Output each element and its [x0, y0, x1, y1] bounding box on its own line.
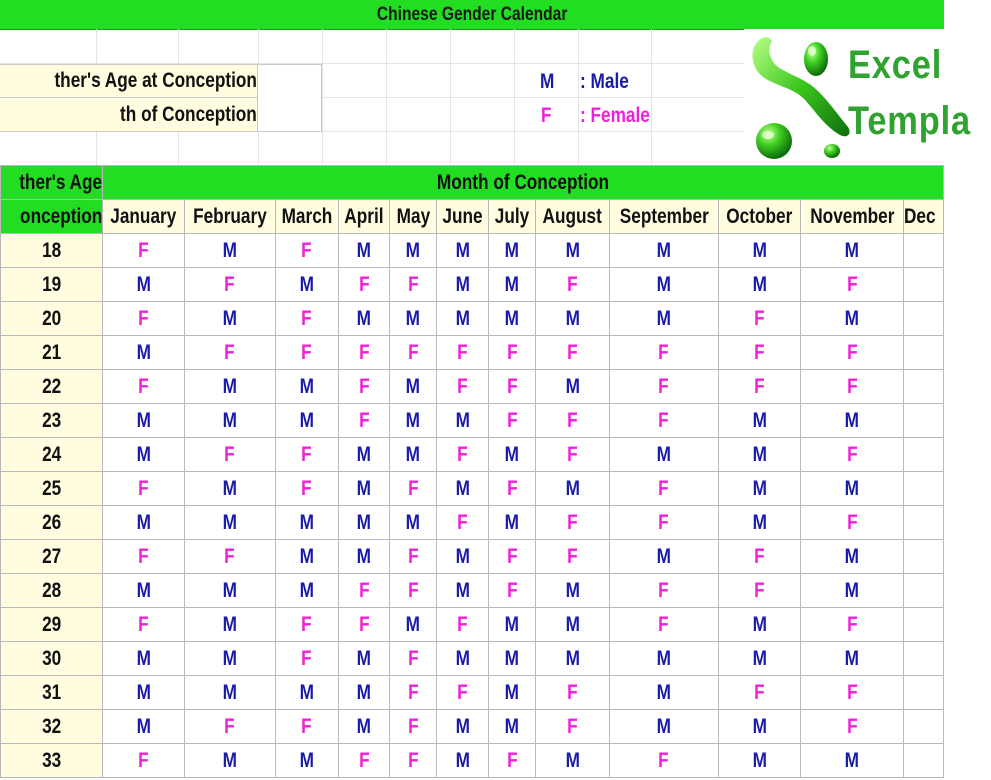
gender-cell: F	[275, 234, 338, 268]
age-header-line2: onception	[1, 200, 103, 234]
gender-cell: F	[103, 608, 185, 642]
gender-cell: F	[338, 336, 390, 370]
gender-cell: F	[536, 438, 609, 472]
gender-cell: F	[489, 574, 536, 608]
gender-cell	[904, 642, 944, 676]
gender-cell: M	[719, 744, 801, 778]
gender-cell: M	[338, 302, 390, 336]
gender-cell: M	[184, 234, 275, 268]
table-row	[1, 404, 944, 438]
table-row	[1, 506, 944, 540]
gender-cell: M	[489, 642, 536, 676]
gender-cell: M	[609, 642, 719, 676]
gender-cell: M	[800, 302, 904, 336]
excel-templates-logo	[744, 29, 972, 165]
gender-cell: F	[536, 676, 609, 710]
gender-cell: M	[390, 404, 436, 438]
gender-cell: M	[184, 404, 275, 438]
gender-cell: M	[103, 336, 185, 370]
gender-cell: F	[184, 438, 275, 472]
gender-cell: M	[275, 574, 338, 608]
gender-cell: M	[390, 438, 436, 472]
gender-cell: F	[800, 336, 904, 370]
gender-cell: F	[536, 506, 609, 540]
gender-cell: F	[103, 234, 185, 268]
gender-cell: M	[338, 540, 390, 574]
gender-cell: F	[609, 506, 719, 540]
gender-cell: F	[275, 608, 338, 642]
gender-cell: M	[184, 642, 275, 676]
gender-cell: M	[184, 608, 275, 642]
gender-cell: M	[800, 540, 904, 574]
gender-cell: M	[536, 234, 609, 268]
gender-cell: F	[436, 370, 489, 404]
month-header-october: October	[719, 200, 801, 234]
gender-cell: M	[719, 642, 801, 676]
gender-cell: F	[338, 574, 390, 608]
gender-cell: F	[609, 370, 719, 404]
gender-cell: M	[436, 574, 489, 608]
gender-cell: M	[184, 744, 275, 778]
age-cell: 33	[1, 744, 103, 778]
gender-cell: M	[338, 710, 390, 744]
gender-cell: M	[489, 608, 536, 642]
sheet-title	[0, 0, 944, 30]
table-row	[1, 268, 944, 302]
age-input[interactable]	[257, 64, 322, 132]
gender-cell: M	[390, 234, 436, 268]
gender-cell: F	[609, 574, 719, 608]
gender-cell	[904, 404, 944, 438]
gender-cell: F	[536, 404, 609, 438]
gender-cell	[904, 268, 944, 302]
gender-cell: M	[436, 472, 489, 506]
gender-cell: M	[800, 404, 904, 438]
age-cell: 20	[1, 302, 103, 336]
gender-cell: F	[536, 268, 609, 302]
gender-cell: M	[184, 676, 275, 710]
gender-cell: F	[609, 608, 719, 642]
table-row	[1, 608, 944, 642]
gender-cell: M	[489, 302, 536, 336]
gender-cell: M	[103, 506, 185, 540]
gender-cell	[904, 676, 944, 710]
gender-cell: F	[338, 404, 390, 438]
gender-cell: F	[184, 710, 275, 744]
gender-cell: F	[719, 336, 801, 370]
gender-cell: M	[184, 506, 275, 540]
gender-cell: M	[536, 608, 609, 642]
gender-cell: M	[436, 302, 489, 336]
gender-cell: M	[338, 642, 390, 676]
gender-cell: F	[800, 438, 904, 472]
gender-cell: M	[184, 370, 275, 404]
month-header-september: September	[609, 200, 719, 234]
age-cell: 25	[1, 472, 103, 506]
sheet-title-text: Chinese Gender Calendar	[376, 3, 568, 25]
gender-cell: M	[338, 472, 390, 506]
gender-cell: M	[390, 608, 436, 642]
gender-cell: M	[103, 404, 185, 438]
gender-cell: M	[390, 302, 436, 336]
gender-cell: F	[719, 676, 801, 710]
gender-cell: F	[436, 336, 489, 370]
table-row	[1, 676, 944, 710]
gender-cell: F	[436, 608, 489, 642]
gender-cell: M	[719, 438, 801, 472]
gender-cell: M	[609, 438, 719, 472]
month-header-november: November	[800, 200, 904, 234]
gender-cell: F	[338, 744, 390, 778]
header-row-1	[1, 166, 944, 200]
gender-cell: M	[719, 472, 801, 506]
table-row	[1, 438, 944, 472]
gender-cell: M	[719, 710, 801, 744]
gender-cell: M	[609, 540, 719, 574]
gender-cell: F	[390, 744, 436, 778]
gender-cell: F	[489, 744, 536, 778]
gender-cell: M	[436, 404, 489, 438]
gender-cell: M	[800, 472, 904, 506]
age-cell: 18	[1, 234, 103, 268]
age-cell: 24	[1, 438, 103, 472]
age-cell: 23	[1, 404, 103, 438]
month-header-dec: Dec	[904, 200, 944, 234]
gender-cell: M	[184, 472, 275, 506]
age-cell: 28	[1, 574, 103, 608]
gender-cell: M	[719, 404, 801, 438]
gender-cell: F	[489, 404, 536, 438]
gender-cell: M	[719, 506, 801, 540]
gender-cell: M	[489, 234, 536, 268]
gender-cell: M	[275, 744, 338, 778]
gender-cell: M	[436, 234, 489, 268]
gender-cell: M	[338, 438, 390, 472]
gender-cell: F	[536, 336, 609, 370]
gender-cell	[904, 438, 944, 472]
gender-cell: F	[536, 540, 609, 574]
gender-cell: F	[800, 506, 904, 540]
gender-cell: F	[338, 268, 390, 302]
gender-cell: M	[275, 540, 338, 574]
gender-cell	[904, 234, 944, 268]
gender-cell: M	[489, 506, 536, 540]
gender-cell: M	[436, 540, 489, 574]
legend-female-code: F	[541, 104, 552, 127]
table-row	[1, 540, 944, 574]
gender-cell: F	[390, 540, 436, 574]
age-cell: 22	[1, 370, 103, 404]
gender-cell: F	[719, 302, 801, 336]
gender-cell: F	[390, 574, 436, 608]
gender-cell	[904, 540, 944, 574]
gender-cell: F	[275, 710, 338, 744]
table-row	[1, 336, 944, 370]
gender-cell: F	[800, 370, 904, 404]
gender-cell: F	[103, 472, 185, 506]
month-of-conception-label: th of Conception	[0, 97, 258, 132]
gender-cell: M	[719, 608, 801, 642]
gender-cell: F	[103, 370, 185, 404]
gender-cell: M	[536, 370, 609, 404]
month-header-july: July	[489, 200, 536, 234]
gender-cell: M	[489, 676, 536, 710]
gender-cell: M	[719, 268, 801, 302]
gender-cell: F	[719, 540, 801, 574]
gender-cell: M	[338, 676, 390, 710]
gender-cell: M	[436, 710, 489, 744]
gender-cell: F	[489, 336, 536, 370]
gender-cell: F	[800, 710, 904, 744]
gender-cell: F	[338, 608, 390, 642]
gender-cell: M	[103, 574, 185, 608]
gender-cell: M	[800, 574, 904, 608]
gender-cell: M	[800, 234, 904, 268]
gender-cell: M	[103, 438, 185, 472]
gender-cell: M	[103, 676, 185, 710]
gender-cell	[904, 710, 944, 744]
gender-cell: F	[800, 676, 904, 710]
gender-cell: F	[436, 438, 489, 472]
gender-cell: M	[275, 506, 338, 540]
gender-cell	[904, 574, 944, 608]
gender-cell: M	[536, 642, 609, 676]
month-header-march: March	[275, 200, 338, 234]
gender-cell: F	[489, 540, 536, 574]
gender-cell: F	[390, 268, 436, 302]
gender-cell: M	[338, 234, 390, 268]
header-row-2	[1, 200, 944, 234]
month-header-february: February	[184, 200, 275, 234]
logo-text-line1: Excel	[848, 43, 943, 87]
gender-cell: F	[800, 268, 904, 302]
month-header-june: June	[436, 200, 489, 234]
age-cell: 30	[1, 642, 103, 676]
table-row	[1, 744, 944, 778]
age-cell: 19	[1, 268, 103, 302]
gender-cell: F	[609, 336, 719, 370]
gender-cell: F	[103, 302, 185, 336]
gender-cell: F	[103, 744, 185, 778]
gender-cell: M	[536, 472, 609, 506]
gender-cell: M	[436, 268, 489, 302]
gender-cell: M	[536, 302, 609, 336]
gender-cell: F	[390, 472, 436, 506]
gender-cell: F	[390, 642, 436, 676]
gender-cell: F	[184, 540, 275, 574]
gender-cell: F	[275, 472, 338, 506]
gender-cell: F	[338, 370, 390, 404]
gender-cell: M	[103, 642, 185, 676]
gender-cell: M	[609, 710, 719, 744]
gender-cell: M	[390, 370, 436, 404]
age-cell: 21	[1, 336, 103, 370]
gender-cell: F	[489, 472, 536, 506]
table-row	[1, 710, 944, 744]
table-row	[1, 642, 944, 676]
age-cell: 27	[1, 540, 103, 574]
month-header-may: May	[390, 200, 436, 234]
age-at-conception-label: ther's Age at Conception	[0, 64, 258, 98]
excel-logo-icon	[744, 29, 854, 165]
month-header-april: April	[338, 200, 390, 234]
gender-cell: M	[338, 506, 390, 540]
gender-cell: M	[489, 710, 536, 744]
age-cell: 32	[1, 710, 103, 744]
gender-cell: M	[275, 370, 338, 404]
gender-cell: F	[275, 302, 338, 336]
gender-cell	[904, 302, 944, 336]
gender-cell: F	[103, 540, 185, 574]
gender-cell: F	[184, 336, 275, 370]
gender-cell: M	[609, 268, 719, 302]
gender-cell: F	[390, 710, 436, 744]
gender-cell: M	[390, 506, 436, 540]
gender-cell: M	[103, 710, 185, 744]
month-group-header: Month of Conception	[103, 166, 944, 200]
legend-male-code: M	[540, 70, 555, 93]
gender-cell: F	[436, 506, 489, 540]
table-row	[1, 574, 944, 608]
age-header-line1: ther's Age	[1, 166, 103, 200]
gender-cell: F	[609, 404, 719, 438]
gender-cell: M	[489, 268, 536, 302]
table-row	[1, 472, 944, 506]
gender-cell	[904, 506, 944, 540]
gender-cell: M	[275, 268, 338, 302]
month-header-january: January	[103, 200, 185, 234]
age-cell: 31	[1, 676, 103, 710]
gender-cell: F	[184, 268, 275, 302]
gender-cell: M	[536, 574, 609, 608]
gender-cell: M	[275, 404, 338, 438]
logo-text-line2: Templa	[848, 99, 972, 143]
gender-cell: F	[275, 336, 338, 370]
gender-cell: M	[609, 676, 719, 710]
gender-cell: M	[184, 574, 275, 608]
gender-cell: F	[800, 608, 904, 642]
gender-cell: F	[489, 370, 536, 404]
gender-cell: M	[275, 676, 338, 710]
gender-cell: M	[800, 744, 904, 778]
gender-cell: M	[184, 302, 275, 336]
table-row	[1, 234, 944, 268]
gender-cell: F	[536, 710, 609, 744]
gender-cell: F	[275, 438, 338, 472]
gender-cell: M	[103, 268, 185, 302]
legend-male-text: : Male	[580, 70, 629, 93]
gender-cell: F	[609, 744, 719, 778]
gender-cell: F	[609, 472, 719, 506]
legend-female-text: : Female	[580, 104, 650, 127]
gender-cell: M	[489, 438, 536, 472]
gender-cell: M	[436, 744, 489, 778]
gender-cell: M	[436, 642, 489, 676]
gender-cell: M	[609, 302, 719, 336]
gender-cell: F	[275, 642, 338, 676]
gender-cell: M	[719, 234, 801, 268]
gender-cell: F	[436, 676, 489, 710]
gender-cell: F	[390, 336, 436, 370]
gender-cell: F	[719, 370, 801, 404]
gender-cell: F	[719, 574, 801, 608]
gender-cell: M	[800, 642, 904, 676]
table-row	[1, 370, 944, 404]
gender-cell	[904, 336, 944, 370]
gender-cell	[904, 608, 944, 642]
gender-cell: M	[609, 234, 719, 268]
gender-cell	[904, 472, 944, 506]
gender-cell	[904, 370, 944, 404]
gender-calendar-table	[0, 165, 944, 778]
table-row	[1, 302, 944, 336]
gender-cell	[904, 744, 944, 778]
month-header-august: August	[536, 200, 609, 234]
gender-cell: F	[390, 676, 436, 710]
age-cell: 29	[1, 608, 103, 642]
age-cell: 26	[1, 506, 103, 540]
gender-cell: M	[536, 744, 609, 778]
